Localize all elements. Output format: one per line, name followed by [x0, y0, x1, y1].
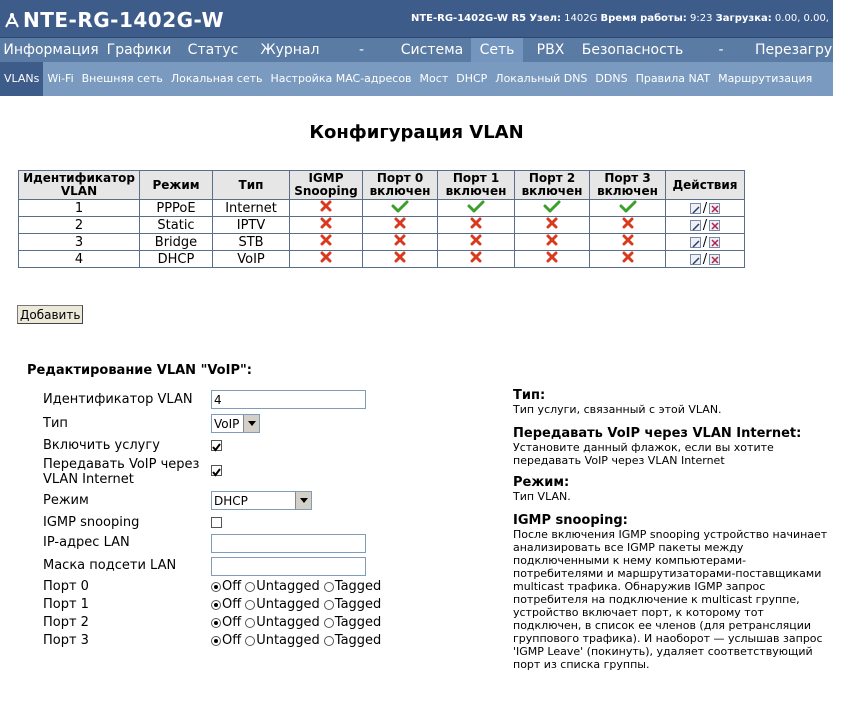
device-model: NTE-RG-1402G-W R5	[410, 13, 527, 24]
sub-menu	[0, 62, 833, 96]
cross-icon	[320, 200, 332, 216]
menu-item-0[interactable]: Информация	[3, 42, 99, 58]
igmp-cell	[290, 234, 363, 251]
cross-icon	[394, 217, 406, 233]
menu-item-7[interactable]: PBX	[536, 42, 565, 58]
menu-item-5[interactable]: Система	[400, 42, 464, 58]
lan-ip-input[interactable]	[211, 534, 366, 553]
vlan-id-cell: 4	[19, 251, 140, 268]
edit-icon[interactable]	[690, 220, 701, 231]
col-header-type: Тип	[213, 171, 290, 200]
submenu-item-8[interactable]: DDNS	[595, 72, 628, 85]
table-header-row	[19, 171, 745, 200]
antenna-icon	[4, 12, 20, 28]
port2-cell	[515, 200, 590, 217]
port-radio-label: Off	[222, 633, 242, 648]
port-radio-label: Tagged	[334, 615, 382, 630]
chevron-down-icon	[295, 492, 311, 509]
submenu-item-9[interactable]: Правила NAT	[635, 72, 711, 85]
type-cell: VoIP	[213, 251, 290, 268]
actions-separator: /	[702, 234, 708, 250]
status-bar	[411, 13, 829, 24]
menu-item-10[interactable]: Перезагрузка	[755, 42, 857, 58]
menu-item-2[interactable]: Статус	[187, 42, 239, 58]
port-label-2: Порт 2	[43, 615, 89, 630]
port3-cell	[590, 217, 666, 234]
port-radio-off[interactable]	[211, 636, 221, 646]
port-radio-tagged[interactable]	[324, 618, 334, 628]
cross-icon	[470, 234, 482, 250]
table-row	[19, 251, 745, 268]
port3-cell	[590, 234, 666, 251]
menu-item-1[interactable]: Графики	[106, 42, 172, 58]
mode-select-value: DHCP	[214, 493, 248, 508]
brand-logo	[4, 8, 224, 32]
igmp-snooping-checkbox[interactable]	[211, 517, 222, 528]
menu-item-6[interactable]: Сеть	[471, 38, 523, 62]
submenu-item-2[interactable]: Внешняя сеть	[81, 72, 163, 85]
load-value: 0.00, 0.00,	[774, 13, 829, 24]
uptime-label: Время работы:	[600, 13, 687, 24]
col-header-vlan-id: Идентификатор VLAN	[19, 171, 140, 200]
port0-cell	[363, 217, 438, 234]
help-title: Тип:	[513, 388, 546, 403]
check-icon	[468, 200, 484, 216]
vlan-table	[18, 170, 745, 268]
port-radio-label: Off	[222, 579, 242, 594]
cross-icon	[394, 234, 406, 250]
col-header-port1: Порт 1 включен	[438, 171, 515, 200]
port-radio-tagged[interactable]	[324, 636, 334, 646]
port-radio-group-3	[211, 633, 385, 648]
cross-icon	[320, 251, 332, 267]
enable-service-checkbox[interactable]	[211, 440, 222, 451]
igmp-cell	[290, 251, 363, 268]
lan-ip-label: IP-адрес LAN	[43, 535, 130, 550]
help-title: IGMP snooping:	[513, 513, 628, 528]
help-text: Установите данный флажок, если вы хотите передавать VoIP через VLAN Internet	[513, 441, 774, 467]
vlan-id-cell: 2	[19, 217, 140, 234]
voip-via-internet-label-line2: VLAN Internet	[43, 472, 134, 487]
delete-icon[interactable]	[709, 237, 720, 248]
menu-item-4: -	[358, 42, 365, 58]
menu-item-9: -	[718, 42, 724, 58]
col-header-port0: Порт 0 включен	[363, 171, 438, 200]
port-radio-label: Tagged	[334, 633, 382, 648]
add-vlan-button[interactable]: Добавить	[17, 305, 83, 324]
cross-icon	[546, 234, 558, 250]
port-radio-off[interactable]	[211, 618, 221, 628]
submenu-item-0[interactable]: VLANs	[0, 62, 43, 96]
port-radio-tagged[interactable]	[324, 600, 334, 610]
cross-icon	[622, 234, 634, 250]
port1-cell	[438, 234, 515, 251]
submenu-item-10[interactable]: Маршрутизация	[718, 72, 813, 85]
type-cell: IPTV	[213, 217, 290, 234]
port-radio-tagged[interactable]	[324, 582, 334, 592]
vlan-id-label: Идентификатор VLAN	[43, 392, 193, 407]
port-radio-group-1	[211, 597, 385, 612]
port-radio-off[interactable]	[211, 600, 221, 610]
uptime-value: 9:23	[689, 13, 713, 24]
submenu-item-7[interactable]: Локальный DNS	[495, 72, 588, 85]
delete-icon[interactable]	[709, 254, 720, 265]
vlan-id-cell: 1	[19, 200, 140, 217]
brand-name: NTE-RG-1402G-W	[23, 8, 225, 32]
cross-icon	[622, 217, 634, 233]
top-header	[0, 0, 833, 38]
help-block	[513, 388, 828, 416]
type-select-value: VoIP	[214, 416, 240, 431]
cross-icon	[394, 251, 406, 267]
actions-cell	[666, 251, 745, 268]
mode-cell: Bridge	[140, 234, 213, 251]
port-radio-untagged[interactable]	[245, 618, 255, 628]
port2-cell	[515, 217, 590, 234]
help-block	[513, 475, 828, 503]
actions-separator: /	[702, 200, 708, 216]
menu-item-3[interactable]: Журнал	[260, 42, 320, 58]
port0-cell	[363, 251, 438, 268]
mode-cell: PPPoE	[140, 200, 213, 217]
checkmark-icon	[212, 468, 221, 477]
help-block	[513, 513, 828, 671]
enable-service-label: Включить услугу	[43, 438, 160, 453]
cross-icon	[546, 251, 558, 267]
mode-label: Режим	[43, 493, 89, 508]
actions-cell	[666, 200, 745, 217]
cross-icon	[546, 217, 558, 233]
actions-separator: /	[702, 251, 708, 267]
port3-cell	[590, 251, 666, 268]
port-label-3: Порт 3	[43, 633, 89, 648]
col-header-igmp: IGMP Snooping	[290, 171, 363, 200]
cross-icon	[470, 251, 482, 267]
type-cell: STB	[213, 234, 290, 251]
menu-item-8[interactable]: Безопасность	[581, 42, 684, 58]
vlan-table-body	[19, 200, 745, 268]
help-title: Передавать VoIP через VLAN Internet:	[513, 426, 802, 441]
vlan-id-cell: 3	[19, 234, 140, 251]
cross-icon	[320, 217, 332, 233]
help-block	[513, 426, 828, 467]
cross-icon	[622, 251, 634, 267]
help-title: Режим:	[513, 475, 570, 490]
col-header-port3: Порт 3 включен	[590, 171, 666, 200]
port2-cell	[515, 234, 590, 251]
port-radio-untagged[interactable]	[245, 600, 255, 610]
mode-select[interactable]	[211, 491, 312, 510]
port1-cell	[438, 200, 515, 217]
lan-mask-label: Маска подсети LAN	[43, 558, 177, 573]
table-row	[19, 217, 745, 234]
port-radio-label: Off	[222, 597, 242, 612]
edit-icon[interactable]	[690, 237, 701, 248]
port-label-1: Порт 1	[43, 597, 89, 612]
checkmark-icon	[212, 443, 221, 452]
delete-icon[interactable]	[709, 220, 720, 231]
mode-cell: Static	[140, 217, 213, 234]
check-icon	[544, 200, 560, 216]
igmp-cell	[290, 200, 363, 217]
type-cell: Internet	[213, 200, 290, 217]
node-label: Узел:	[529, 13, 561, 24]
port-radio-group-2	[211, 615, 385, 630]
voip-via-internet-label-line1: Передавать VoIP через	[43, 457, 200, 472]
port-radio-label: Untagged	[256, 579, 320, 594]
table-row	[19, 200, 745, 217]
port0-cell	[363, 200, 438, 217]
node-value: 1402G	[564, 13, 598, 24]
port2-cell	[515, 251, 590, 268]
port-radio-group-0	[211, 579, 385, 594]
port3-cell	[590, 200, 666, 217]
port1-cell	[438, 217, 515, 234]
port-radio-label: Untagged	[256, 615, 320, 630]
actions-cell	[666, 234, 745, 251]
voip-via-internet-checkbox[interactable]	[211, 465, 222, 476]
igmp-snooping-label: IGMP snooping	[43, 515, 140, 530]
type-label: Тип	[43, 416, 68, 431]
submenu-item-6[interactable]: DHCP	[456, 72, 488, 85]
delete-icon[interactable]	[709, 203, 720, 214]
submenu-item-5[interactable]: Мост	[419, 72, 449, 85]
chevron-down-icon	[243, 415, 259, 432]
check-icon	[620, 200, 636, 216]
help-text: После включения IGMP snooping устройство начинает анализировать все IGMP пакеты между подключенными к нему компьютерами-потребителями и маршрутизаторами-поставщиками multicast трафика. Обнаружив IGMP запрос потребителя на подключение к multicast группе, устройство включает порт, к которому тот подключен, в список ее членов (для ретрансляции группового трафика). И наоборот — услышав запрос 'IGMP Leave' (покинуть), удаляет соответствующий порт из списка группы.	[513, 528, 828, 671]
mode-cell: DHCP	[140, 251, 213, 268]
cross-icon	[320, 234, 332, 250]
page-title: Конфигурация VLAN	[309, 122, 524, 143]
help-text: Тип услуги, связанный с этой VLAN.	[513, 403, 722, 416]
port-radio-label: Tagged	[334, 579, 382, 594]
port1-cell	[438, 251, 515, 268]
actions-separator: /	[702, 217, 708, 233]
type-select[interactable]	[211, 414, 260, 433]
load-label: Загрузка:	[715, 13, 772, 24]
port-radio-label: Untagged	[256, 597, 320, 612]
col-header-port2: Порт 2 включен	[515, 171, 590, 200]
cross-icon	[470, 217, 482, 233]
port-radio-label: Tagged	[334, 597, 382, 612]
port-radio-label: Off	[222, 615, 242, 630]
lan-mask-input[interactable]	[211, 557, 366, 576]
port-radio-untagged[interactable]	[245, 636, 255, 646]
port-label-0: Порт 0	[43, 579, 89, 594]
port0-cell	[363, 234, 438, 251]
igmp-cell	[290, 217, 363, 234]
port-radio-untagged[interactable]	[245, 582, 255, 592]
table-row	[19, 234, 745, 251]
port-radio-label: Untagged	[256, 633, 320, 648]
edit-vlan-title: Редактирование VLAN "VoIP":	[27, 363, 252, 378]
col-header-actions: Действия	[666, 171, 745, 200]
submenu-item-3[interactable]: Локальная сеть	[170, 72, 263, 85]
submenu-item-4[interactable]: Настройка MAC-адресов	[270, 72, 412, 85]
edit-icon[interactable]	[690, 203, 701, 214]
help-text: Тип VLAN.	[513, 490, 571, 503]
vlan-id-input[interactable]	[211, 390, 366, 409]
col-header-mode: Режим	[140, 171, 213, 200]
submenu-item-1[interactable]: Wi-Fi	[47, 72, 74, 85]
port-radio-off[interactable]	[211, 582, 221, 592]
edit-icon[interactable]	[690, 254, 701, 265]
check-icon	[392, 200, 408, 216]
main-menu	[0, 38, 857, 62]
actions-cell	[666, 217, 745, 234]
